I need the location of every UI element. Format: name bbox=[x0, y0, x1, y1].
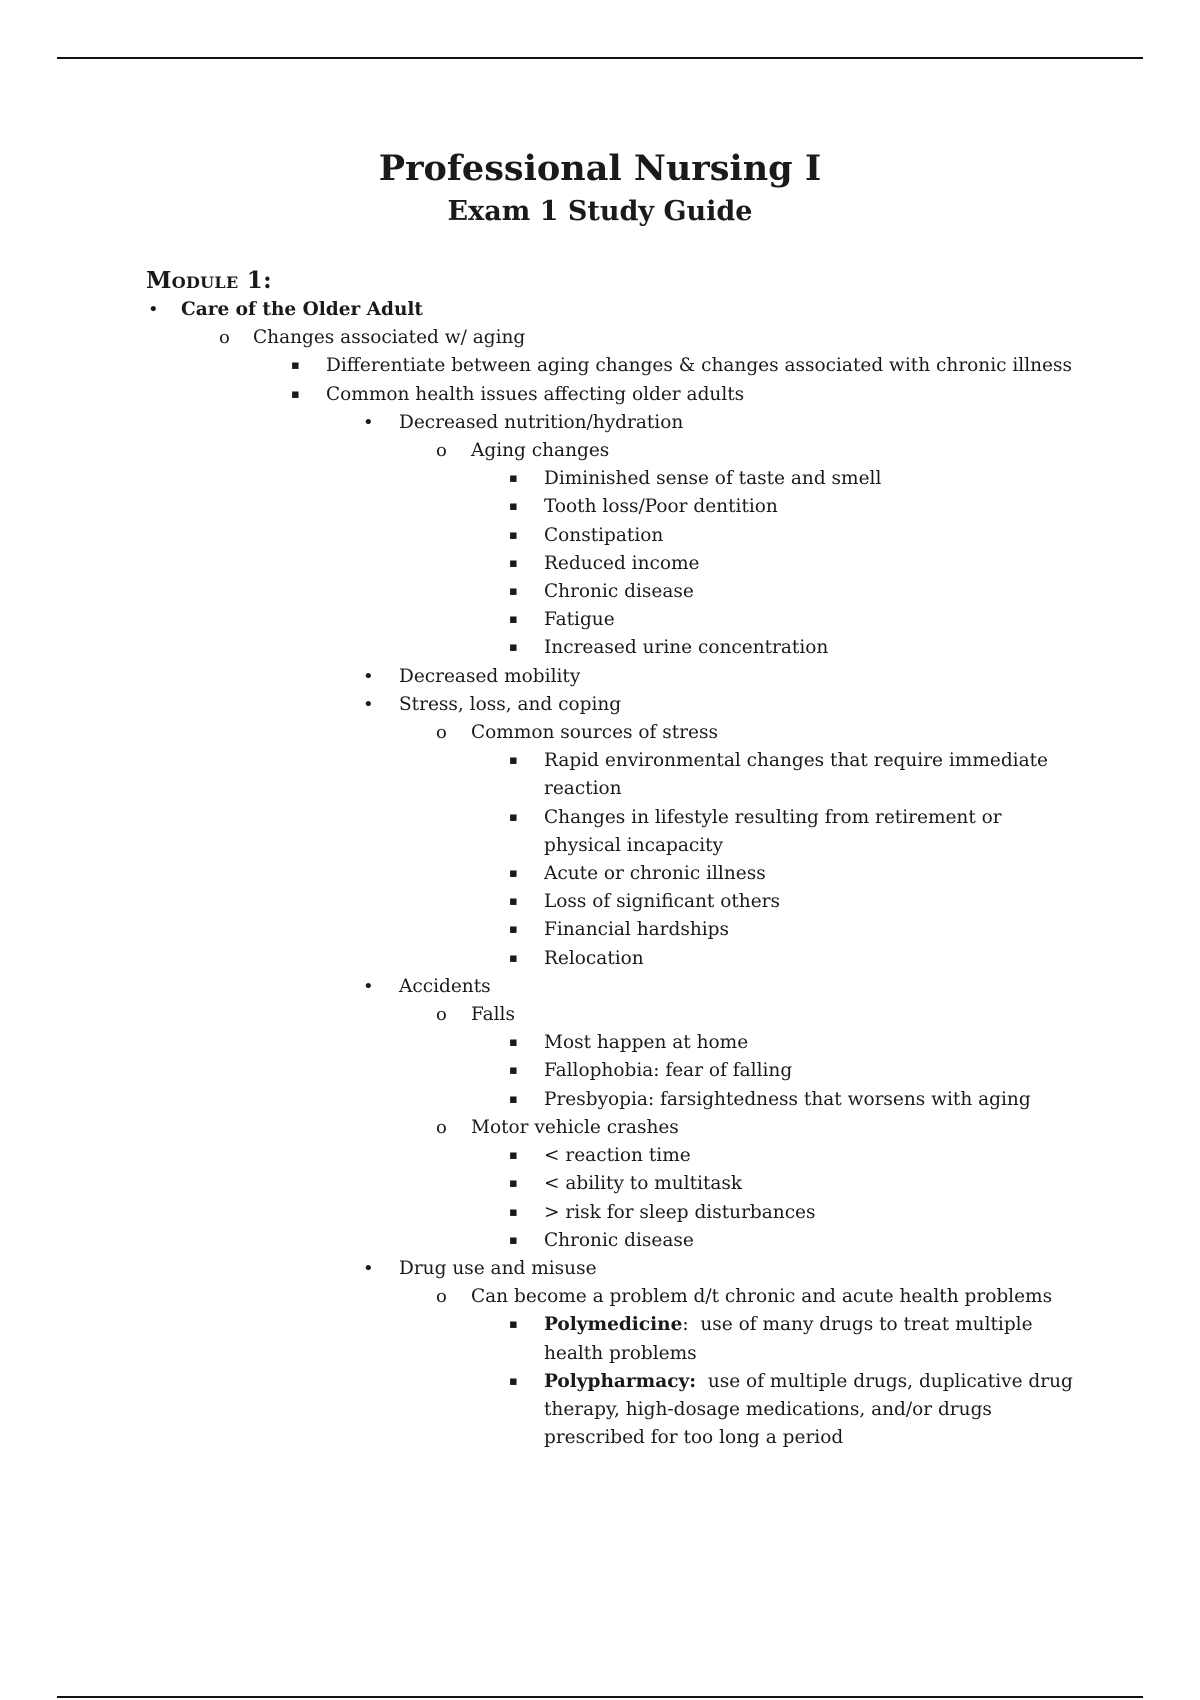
outline-item bbox=[0, 381, 1200, 409]
square-bullet-icon: ▪ bbox=[509, 499, 518, 515]
disc-bullet-icon: • bbox=[363, 693, 374, 715]
outline-item bbox=[0, 1199, 1200, 1227]
outline-text: < ability to multitask bbox=[544, 1173, 743, 1195]
outline-item bbox=[0, 1368, 1200, 1453]
outline-item bbox=[0, 578, 1200, 606]
outline-text: Fatigue bbox=[544, 609, 615, 631]
outline-text: Falls bbox=[471, 1004, 515, 1026]
square-bullet-icon: ▪ bbox=[509, 640, 518, 656]
outline-item bbox=[0, 747, 1200, 803]
square-bullet-icon: ▪ bbox=[509, 471, 518, 487]
outline-item bbox=[0, 973, 1200, 1001]
circle-bullet-icon: o bbox=[219, 327, 230, 349]
outline-text: Rapid environmental changes that require immediate reaction bbox=[544, 750, 1048, 800]
module-heading: Module 1: bbox=[146, 267, 272, 294]
outline-text: Common sources of stress bbox=[471, 722, 718, 744]
outline-item bbox=[0, 634, 1200, 662]
outline-item bbox=[0, 916, 1200, 944]
circle-bullet-icon: o bbox=[436, 1286, 447, 1308]
square-bullet-icon: ▪ bbox=[509, 1091, 518, 1107]
circle-bullet-icon: o bbox=[436, 1004, 447, 1026]
square-bullet-icon: ▪ bbox=[509, 527, 518, 543]
outline-text: > risk for sleep disturbances bbox=[544, 1201, 816, 1223]
outline-text: Presbyopia: farsightedness that worsens with aging bbox=[544, 1088, 1031, 1110]
circle-bullet-icon: o bbox=[436, 1116, 447, 1138]
outline-item bbox=[0, 522, 1200, 550]
disc-bullet-icon: • bbox=[363, 411, 374, 433]
circle-bullet-icon: o bbox=[436, 440, 447, 462]
outline-item bbox=[0, 945, 1200, 973]
outline-text: Financial hardships bbox=[544, 919, 730, 941]
outline-item bbox=[0, 1114, 1200, 1142]
square-bullet-icon: ▪ bbox=[509, 584, 518, 600]
outline-item bbox=[0, 493, 1200, 521]
square-bullet-icon: ▪ bbox=[509, 922, 518, 938]
outline-item bbox=[0, 1311, 1200, 1367]
outline-text: Fallophobia: fear of falling bbox=[544, 1060, 793, 1082]
outline-text: Drug use and misuse bbox=[399, 1257, 597, 1279]
outline-text: Stress, loss, and coping bbox=[399, 693, 622, 715]
square-bullet-icon: ▪ bbox=[509, 950, 518, 966]
outline-item bbox=[0, 1170, 1200, 1198]
square-bullet-icon: ▪ bbox=[291, 386, 300, 402]
outline-item bbox=[0, 296, 1200, 324]
square-bullet-icon: ▪ bbox=[509, 1063, 518, 1079]
outline-text: Decreased mobility bbox=[399, 665, 581, 687]
outline-item bbox=[0, 1057, 1200, 1085]
outline-text: Relocation bbox=[544, 947, 644, 969]
outline-text: Loss of significant others bbox=[544, 891, 780, 913]
square-bullet-icon: ▪ bbox=[509, 1035, 518, 1051]
outline-text: Acute or chronic illness bbox=[544, 863, 766, 885]
definition-text bbox=[544, 1368, 1084, 1453]
square-bullet-icon: ▪ bbox=[509, 1232, 518, 1248]
outline-text: Can become a problem d/t chronic and acute health problems bbox=[471, 1286, 1053, 1308]
outline-text: Changes associated w/ aging bbox=[253, 327, 526, 349]
square-bullet-icon: ▪ bbox=[509, 1317, 518, 1333]
outline-item bbox=[0, 1283, 1200, 1311]
disc-bullet-icon: • bbox=[148, 299, 159, 320]
outline-item bbox=[0, 1029, 1200, 1057]
outline-item bbox=[0, 1001, 1200, 1029]
square-bullet-icon: ▪ bbox=[509, 809, 518, 825]
square-bullet-icon: ▪ bbox=[509, 866, 518, 882]
square-bullet-icon: ▪ bbox=[509, 1176, 518, 1192]
outline-text: Chronic disease bbox=[544, 581, 694, 603]
outline-text: Common health issues affecting older adults bbox=[326, 383, 745, 405]
study-outline bbox=[0, 296, 1200, 1452]
circle-bullet-icon: o bbox=[436, 722, 447, 744]
outline-item bbox=[0, 860, 1200, 888]
defined-term: Polypharmacy: bbox=[544, 1370, 697, 1392]
outline-item bbox=[0, 409, 1200, 437]
square-bullet-icon: ▪ bbox=[509, 612, 518, 628]
outline-text: Increased urine concentration bbox=[544, 637, 829, 659]
outline-text: Accidents bbox=[399, 975, 491, 997]
outline-item bbox=[0, 550, 1200, 578]
outline-text: Most happen at home bbox=[544, 1032, 749, 1054]
square-bullet-icon: ▪ bbox=[509, 1204, 518, 1220]
definition-body: use of multiple drugs, duplicative drug therapy, high-dosage medications, and/or drugs prescribed for too long a period bbox=[544, 1370, 1079, 1449]
square-bullet-icon: ▪ bbox=[509, 894, 518, 910]
outline-item bbox=[0, 606, 1200, 634]
square-bullet-icon: ▪ bbox=[509, 555, 518, 571]
definition-body: : use of many drugs to treat multiple health problems bbox=[544, 1314, 1039, 1364]
outline-text: Reduced income bbox=[544, 552, 700, 574]
disc-bullet-icon: • bbox=[363, 665, 374, 687]
outline-item bbox=[0, 437, 1200, 465]
outline-item bbox=[0, 324, 1200, 352]
outline-item bbox=[0, 1255, 1200, 1283]
defined-term: Polymedicine bbox=[544, 1314, 683, 1336]
header-rule bbox=[57, 57, 1143, 59]
footer-rule bbox=[57, 1696, 1143, 1698]
outline-item bbox=[0, 352, 1200, 380]
outline-item bbox=[0, 1142, 1200, 1170]
outline-text: Constipation bbox=[544, 524, 664, 546]
definition-text bbox=[544, 1311, 1084, 1367]
outline-item bbox=[0, 719, 1200, 747]
outline-text: Decreased nutrition/hydration bbox=[399, 411, 684, 433]
disc-bullet-icon: • bbox=[363, 975, 374, 997]
outline-item bbox=[0, 465, 1200, 493]
document-subtitle: Exam 1 Study Guide bbox=[447, 196, 753, 227]
square-bullet-icon: ▪ bbox=[509, 1148, 518, 1164]
document-title: Professional Nursing I bbox=[378, 148, 822, 189]
outline-item bbox=[0, 1086, 1200, 1114]
outline-text: Chronic disease bbox=[544, 1229, 694, 1251]
square-bullet-icon: ▪ bbox=[291, 358, 300, 374]
outline-text: < reaction time bbox=[544, 1145, 691, 1167]
disc-bullet-icon: • bbox=[363, 1257, 374, 1279]
outline-item bbox=[0, 888, 1200, 916]
outline-text: Motor vehicle crashes bbox=[471, 1116, 679, 1138]
outline-item bbox=[0, 1227, 1200, 1255]
title-block bbox=[0, 146, 1200, 232]
outline-text: Aging changes bbox=[471, 440, 610, 462]
outline-item bbox=[0, 663, 1200, 691]
outline-text: Tooth loss/Poor dentition bbox=[544, 496, 778, 518]
outline-text: Differentiate between aging changes & changes associated with chronic illness bbox=[326, 355, 1072, 377]
square-bullet-icon: ▪ bbox=[509, 1373, 518, 1389]
outline-text: Diminished sense of taste and smell bbox=[544, 468, 882, 490]
topic-heading: Care of the Older Adult bbox=[181, 299, 423, 320]
outline-item bbox=[0, 691, 1200, 719]
outline-item bbox=[0, 804, 1200, 860]
outline-text: Changes in lifestyle resulting from retirement or physical incapacity bbox=[544, 806, 1002, 856]
square-bullet-icon: ▪ bbox=[509, 753, 518, 769]
